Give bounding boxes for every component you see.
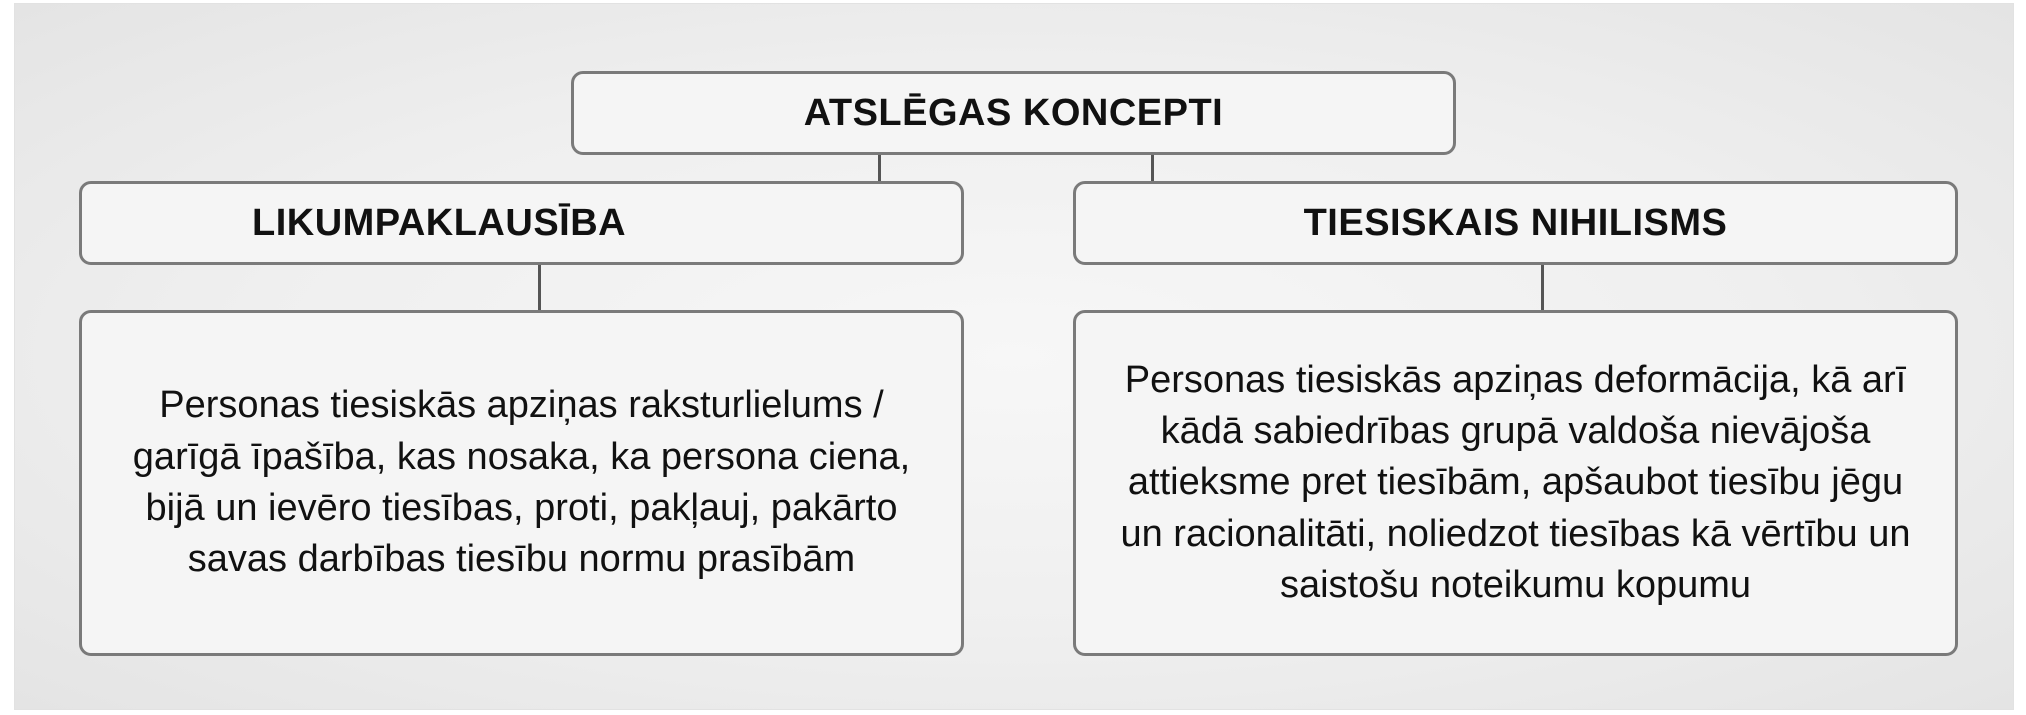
concept-description-likumpaklausiba: Personas tiesiskās apziņas raksturlielums / garīgā īpašība, kas nosaka, ka persona ciena, bijā un ievēro tiesības, proti, pakļauj, pakārto savas darbības tiesību normu prasībām	[132, 384, 911, 581]
concept-title-box-likumpaklausiba	[79, 181, 964, 265]
root-concept-label: ATSLĒGAS KONCEPTI	[803, 91, 1224, 134]
root-concept-box	[571, 71, 1456, 155]
diagram-canvas	[14, 3, 2014, 710]
concept-description-box-tiesiskais-nihilisms	[1073, 310, 1958, 656]
concept-title-box-tiesiskais-nihilisms	[1073, 181, 1958, 265]
concept-description-box-likumpaklausiba	[79, 310, 964, 656]
connector-root-right	[1151, 155, 1154, 184]
concept-title-tiesiskais-nihilisms: TIESISKAIS NIHILISMS	[1303, 201, 1728, 244]
connector-left-title-desc	[538, 265, 541, 312]
connector-right-title-desc	[1541, 265, 1544, 312]
concept-description-tiesiskais-nihilisms: Personas tiesiskās apziņas deformācija, kā arī kādā sabiedrības grupā valdoša nievājoša attieksme pret tiesībām, apšaubot tiesību jēgu un racionalitāti, noliedzot tiesības kā vērtību un saistošu noteikumu kopumu	[1120, 358, 1911, 606]
connector-root-left	[878, 155, 881, 184]
concept-title-likumpaklausiba: LIKUMPAKLAUSĪBA	[252, 201, 627, 244]
